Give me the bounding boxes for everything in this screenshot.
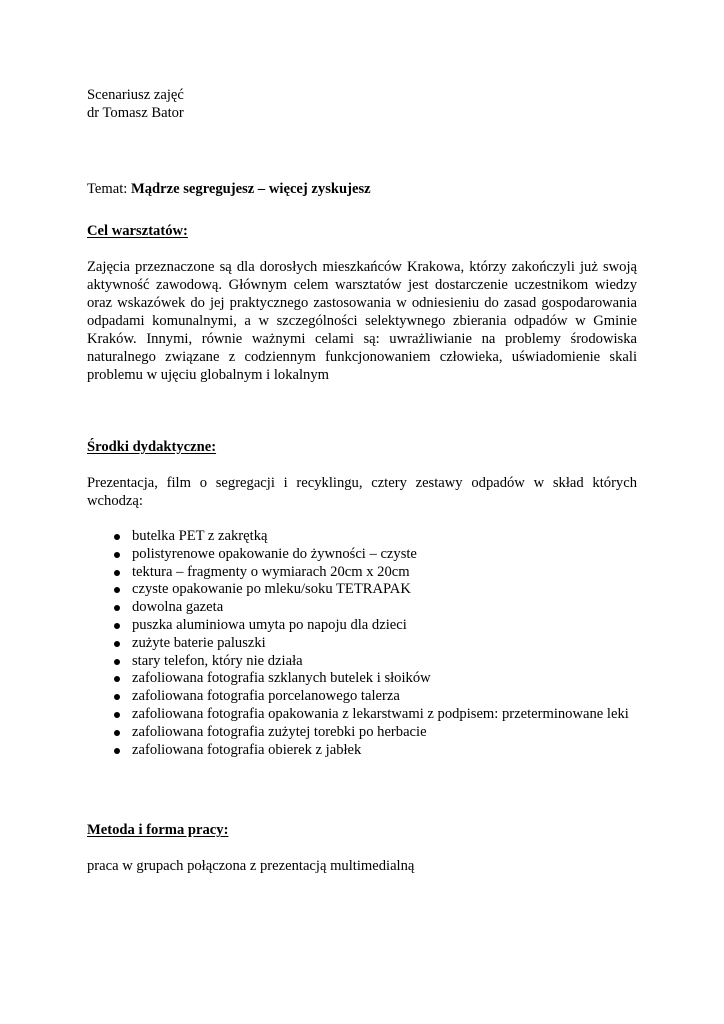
list-item xyxy=(87,706,637,724)
list-item xyxy=(87,546,637,564)
author-name: dr Tomasz Bator xyxy=(87,105,184,121)
list-item-text: polistyrenowe opakowanie do żywności – czyste xyxy=(132,545,417,562)
list-item-text: zużyte baterie paluszki xyxy=(132,634,266,651)
list-item xyxy=(87,617,637,635)
bullet-icon xyxy=(114,605,120,611)
topic-line xyxy=(87,180,637,198)
bullet-icon xyxy=(114,730,120,736)
bullet-icon xyxy=(114,676,120,682)
materials-list xyxy=(87,528,637,759)
list-item-text: zafoliowana fotografia szklanych butelek i słoików xyxy=(132,670,431,687)
list-item xyxy=(87,581,637,599)
bullet-icon xyxy=(114,659,120,665)
list-item-text: zafoliowana fotografia obierek z jabłek xyxy=(132,741,362,758)
metoda-paragraph: praca w grupach połączona z prezentacją multimedialną xyxy=(87,858,415,875)
list-item-text: stary telefon, który nie działa xyxy=(132,652,303,669)
list-item-text: butelka PET z zakrętką xyxy=(132,528,268,544)
list-item xyxy=(87,670,637,688)
bullet-icon xyxy=(114,570,120,576)
cel-paragraph: Zajęcia przeznaczone są dla dorosłych mieszkańców Krakowa, którzy zakończyli już swoją aktywność zawodową. Głównym celem warsztatów jest dostarczenie uczestnikom wiedzy oraz wskazówek do jej praktycznego zastosowania w odniesieniu do zasad gospodarowania odpadami komunalnymi, a w szczególności selektywnego zbierania odpadów w Gminie Kraków. Innymi, równie ważnymi celami są: uwrażliwianie na problemy środowiska naturalnego związane z codziennym funkcjonowaniem człowieka, uświadomienie skali problemu w ujęciu globalnym i lokalnym xyxy=(87,259,637,383)
bullet-icon xyxy=(114,587,120,593)
list-item xyxy=(87,724,637,742)
cel-heading: Cel warsztatów: xyxy=(87,223,188,239)
list-item xyxy=(87,688,637,706)
bullet-icon xyxy=(114,694,120,700)
bullet-icon xyxy=(114,748,120,754)
document-type: Scenariusz zajęć xyxy=(87,87,184,103)
bullet-icon xyxy=(114,623,120,629)
srodki-paragraph: Prezentacja, film o segregacji i recyklingu, cztery zestawy odpadów w skład których wchodzą: xyxy=(87,475,637,509)
list-item-text: tektura – fragmenty o wymiarach 20cm x 20cm xyxy=(132,563,410,580)
list-item xyxy=(87,653,637,671)
list-item xyxy=(87,599,637,617)
list-item xyxy=(87,564,637,582)
bullet-icon xyxy=(114,712,120,718)
list-item-text: zafoliowana fotografia opakowania z lekarstwami z podpisem: przeterminowane leki xyxy=(132,705,629,722)
topic-title: Mądrze segregujesz – więcej zyskujesz xyxy=(130,181,371,197)
topic-label: Temat: xyxy=(87,181,131,197)
srodki-heading: Środki dydaktyczne: xyxy=(87,439,217,455)
list-item-text: dowolna gazeta xyxy=(132,599,224,616)
list-item-text: czyste opakowanie po mleku/soku TETRAPAK xyxy=(132,581,411,598)
metoda-heading: Metoda i forma pracy: xyxy=(87,822,229,839)
list-item-text: zafoliowana fotografia zużytej torebki po herbacie xyxy=(132,723,427,740)
list-item xyxy=(87,528,637,546)
document-page xyxy=(87,86,637,875)
bullet-icon xyxy=(114,534,120,540)
bullet-icon xyxy=(114,552,120,558)
list-item xyxy=(87,635,637,653)
bullet-icon xyxy=(114,641,120,647)
list-item xyxy=(87,742,637,760)
list-item-text: zafoliowana fotografia porcelanowego talerza xyxy=(132,688,400,705)
list-item-text: puszka aluminiowa umyta po napoju dla dzieci xyxy=(132,616,407,633)
